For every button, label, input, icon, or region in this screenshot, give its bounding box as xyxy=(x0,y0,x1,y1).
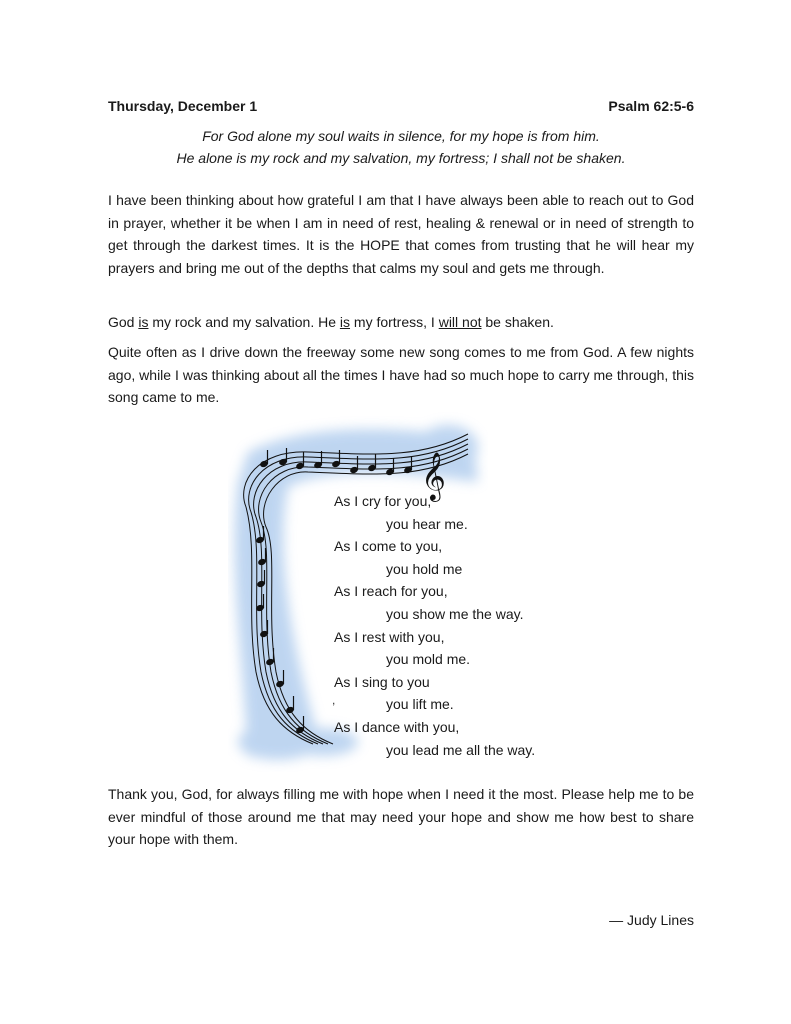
poem-line: you mold me. xyxy=(386,651,471,668)
date-heading: Thursday, December 1 xyxy=(108,98,258,114)
verse-line-1: For God alone my soul waits in silence, for my hope is from him. xyxy=(202,128,600,144)
poem-line: As I cry for you, xyxy=(334,493,432,509)
scripture-reference: Psalm 62:5-6 xyxy=(608,98,694,114)
header xyxy=(108,98,694,118)
verse-line-2: He alone is my rock and my salvation, my fortress; I shall not be shaken. xyxy=(176,150,626,166)
poem-line: you hear me. xyxy=(386,515,468,532)
paragraph-affirmation xyxy=(108,311,694,334)
affirmation-text: be shaken. xyxy=(481,314,554,330)
paragraph-closing-prayer: Thank you, God, for always filling me with hope when I need it the most. Please help me to be ever mindful of those around me that may need your hope and show me how best to share your hope with them. xyxy=(108,786,694,848)
poem-line: you lead me all the way. xyxy=(386,741,536,758)
stray-comma: , xyxy=(332,693,336,707)
poem-line: As I rest with you, xyxy=(334,628,445,645)
poem-line: As I come to you, xyxy=(334,538,443,555)
poem xyxy=(334,490,535,761)
scripture-verse xyxy=(108,125,694,169)
affirmation-text: my fortress, I xyxy=(350,314,439,330)
signature: — Judy Lines xyxy=(609,912,694,928)
underlined-will-not: will not xyxy=(438,314,482,330)
paragraph-reflection: I have been thinking about how grateful I am that I have always been able to reach out to God in prayer, whether it be when I am in need of rest, healing & renewal or in need of strength to get through the darkest times. It is the HOPE that comes from trusting that he will hear my prayers and bring me out of the depths that calms my soul and gets me through. xyxy=(108,192,694,276)
paragraph-song-intro: Quite often as I drive down the freeway some new song comes to me from God. A few nights ago, while I was thinking about all the times I have had so much hope to carry me through, this song came to me. xyxy=(108,344,694,406)
affirmation-text: my rock and my salvation. He xyxy=(148,314,340,330)
underlined-is-2: is xyxy=(339,314,351,330)
poem-line: you hold me xyxy=(386,560,463,577)
poem-line: As I dance with you, xyxy=(334,718,460,735)
poem-line: you show me the way. xyxy=(386,605,524,622)
poem-line: you lift me. xyxy=(386,696,454,713)
poem-line: As I sing to you xyxy=(334,673,430,690)
treble-clef-icon: 𝄞 xyxy=(421,451,446,500)
affirmation-text: God xyxy=(108,314,139,330)
poem-line: As I reach for you, xyxy=(334,583,448,600)
underlined-is-1: is xyxy=(138,314,149,330)
